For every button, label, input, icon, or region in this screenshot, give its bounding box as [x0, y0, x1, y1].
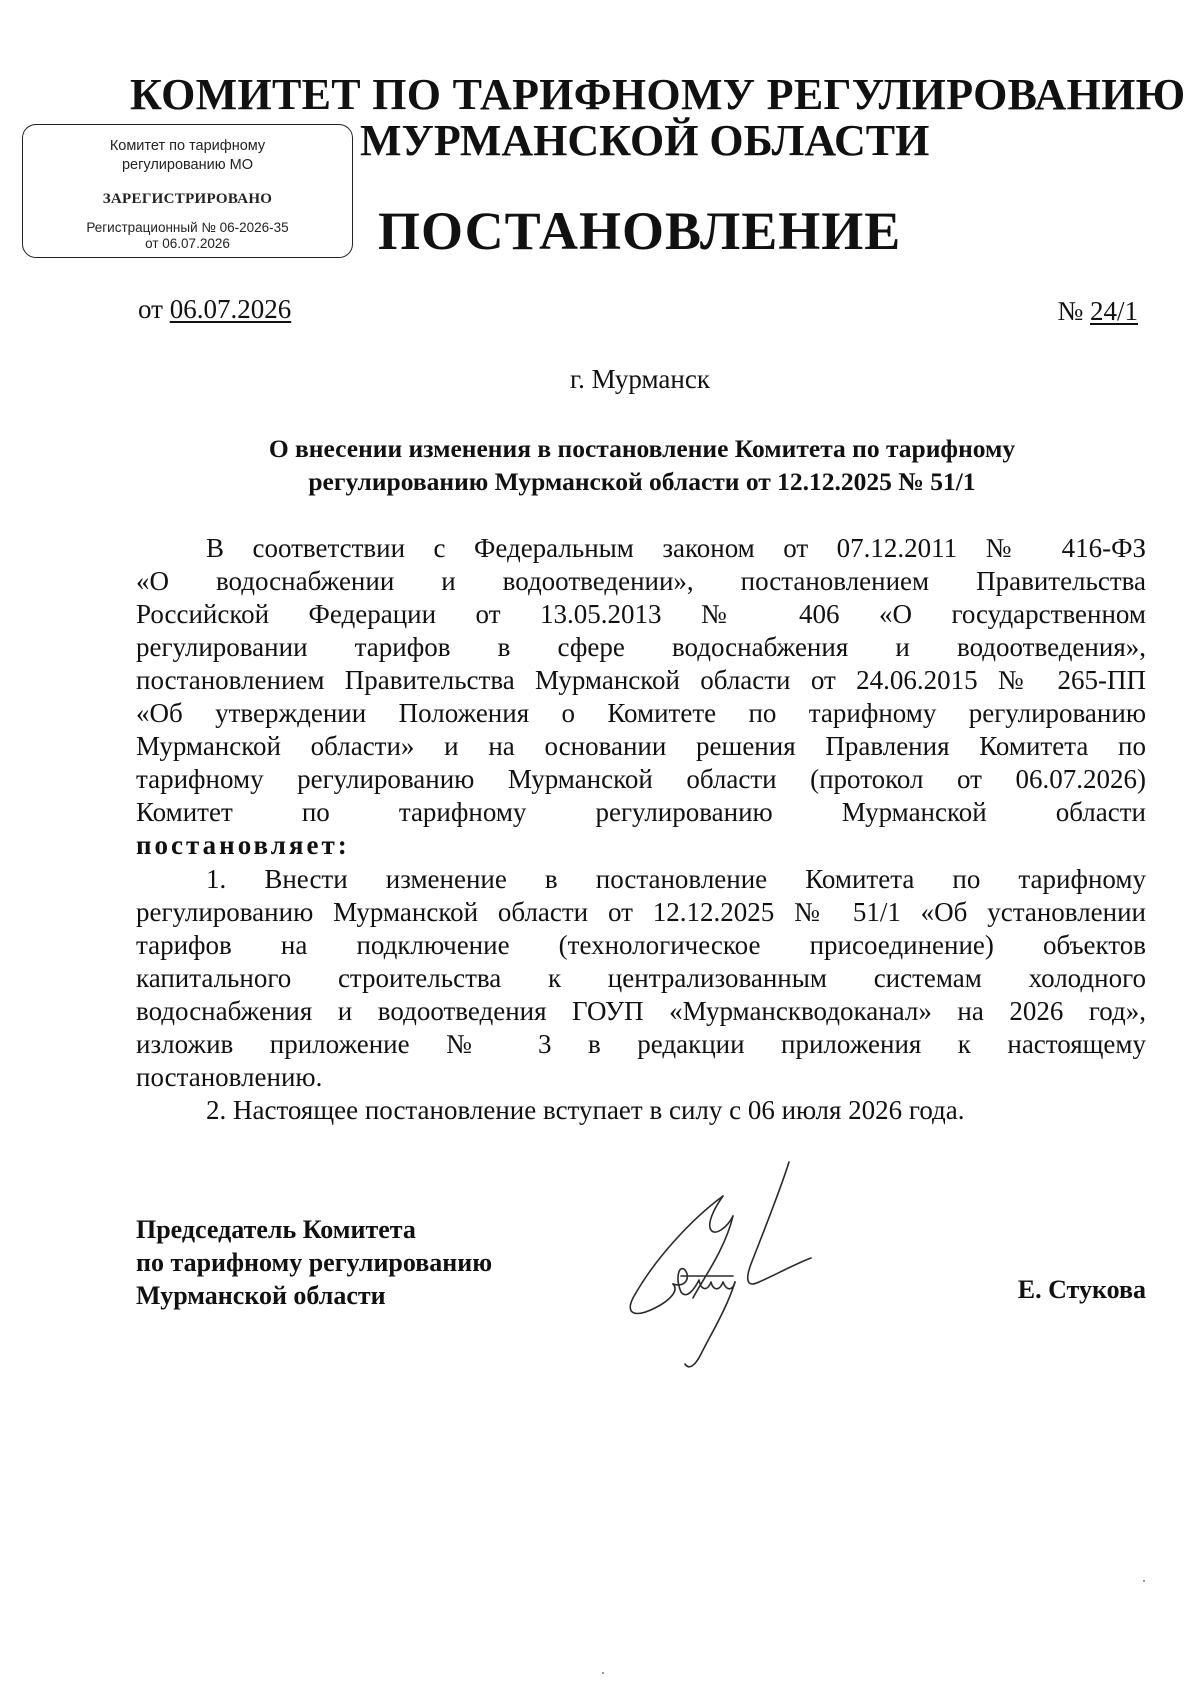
- stamp-status: ЗАРЕГИСТРИРОВАНО: [102, 191, 273, 207]
- document-number: [1057, 296, 1138, 327]
- number-prefix: №: [1057, 296, 1084, 326]
- preamble-line: тарифному регулированию Мурманской области (протокол от 06.07.2026): [136, 764, 1146, 794]
- clause-1-line: водоснабжения и водоотведения ГОУП «Мурманскводоканал» на 2026 год»,: [136, 996, 1146, 1026]
- preamble-line: постановлением Правительства Мурманской области от 24.06.2015 № 265-ПП: [136, 665, 1146, 695]
- scan-speck: [1143, 1580, 1145, 1582]
- preamble-line: Российской Федерации от 13.05.2013 № 406 «О государственном: [136, 599, 1146, 629]
- clause-1-line: постановлению.: [136, 1062, 323, 1092]
- clause-1-line: изложив приложение № 3 в редакции приложения к настоящему: [136, 1029, 1146, 1059]
- signatory-title-line1: Председатель Комитета: [136, 1215, 416, 1244]
- subject-line2: регулированию Мурманской области от 12.12.2025 № 51/1: [308, 467, 976, 496]
- preamble-line: «Об утверждении Положения о Комитете по тарифному регулированию: [136, 698, 1146, 728]
- registration-stamp: [22, 124, 353, 258]
- scan-speck: [602, 1672, 604, 1674]
- preamble-line: «О водоснабжении и водоотведении», постановлением Правительства: [136, 566, 1146, 596]
- resolves-colon: :: [337, 830, 350, 860]
- clause-1-line: 1. Внести изменение в постановление Комитета по тарифному: [206, 864, 1146, 894]
- clause-2-line: 2. Настоящее постановление вступает в силу с 06 июля 2026 года.: [206, 1095, 965, 1125]
- preamble-line: регулировании тарифов в сфере водоснабжения и водоотведения»,: [136, 632, 1146, 662]
- document-type-title: ПОСТАНОВЛЕНИЕ: [378, 201, 902, 261]
- signatory-title-line2: по тарифному регулированию: [136, 1248, 493, 1277]
- signatory-name: Е. Стукова: [1017, 1275, 1146, 1304]
- stamp-organization: Комитет по тарифному регулированию МО: [109, 138, 266, 173]
- clause-1-line: регулированию Мурманской области от 12.12.2025 № 51/1 «Об установлении: [136, 897, 1146, 927]
- signatory-title-line3: Мурманской области: [136, 1281, 386, 1310]
- clause-1-line: капитального строительства к централизованным системам холодного: [136, 963, 1146, 993]
- preamble-line: Комитет по тарифному регулированию Мурманской области: [136, 797, 1146, 827]
- resolves-word: постановляет: [136, 830, 338, 860]
- resolves-line: [136, 829, 1146, 862]
- number-value: 24/1: [1089, 296, 1138, 326]
- subject-line1: О внесении изменения в постановление Комитета по тарифному: [268, 434, 1016, 463]
- preamble-line: Мурманской области» и на основании решения Правления Комитета по: [136, 731, 1146, 761]
- organization-title-line1: КОМИТЕТ ПО ТАРИФНОМУ РЕГУЛИРОВАНИЮ: [130, 70, 1186, 119]
- preamble-line: В соответствии с Федеральным законом от 07.12.2011 № 416-ФЗ: [206, 533, 1146, 563]
- handwritten-signature: [615, 1158, 855, 1372]
- document-date: [138, 294, 291, 325]
- date-prefix: от: [138, 294, 163, 324]
- stamp-registration-number: Регистрационный № 06-2026-35: [86, 220, 289, 235]
- organization-title-line2: МУРМАНСКОЙ ОБЛАСТИ: [360, 116, 930, 165]
- stamp-registration-date: от 06.07.2026: [145, 236, 230, 251]
- date-value: 06.07.2026: [169, 294, 292, 324]
- city: г. Мурманск: [570, 364, 710, 394]
- clause-1-line: тарифов на подключение (технологическое присоединение) объектов: [136, 930, 1146, 960]
